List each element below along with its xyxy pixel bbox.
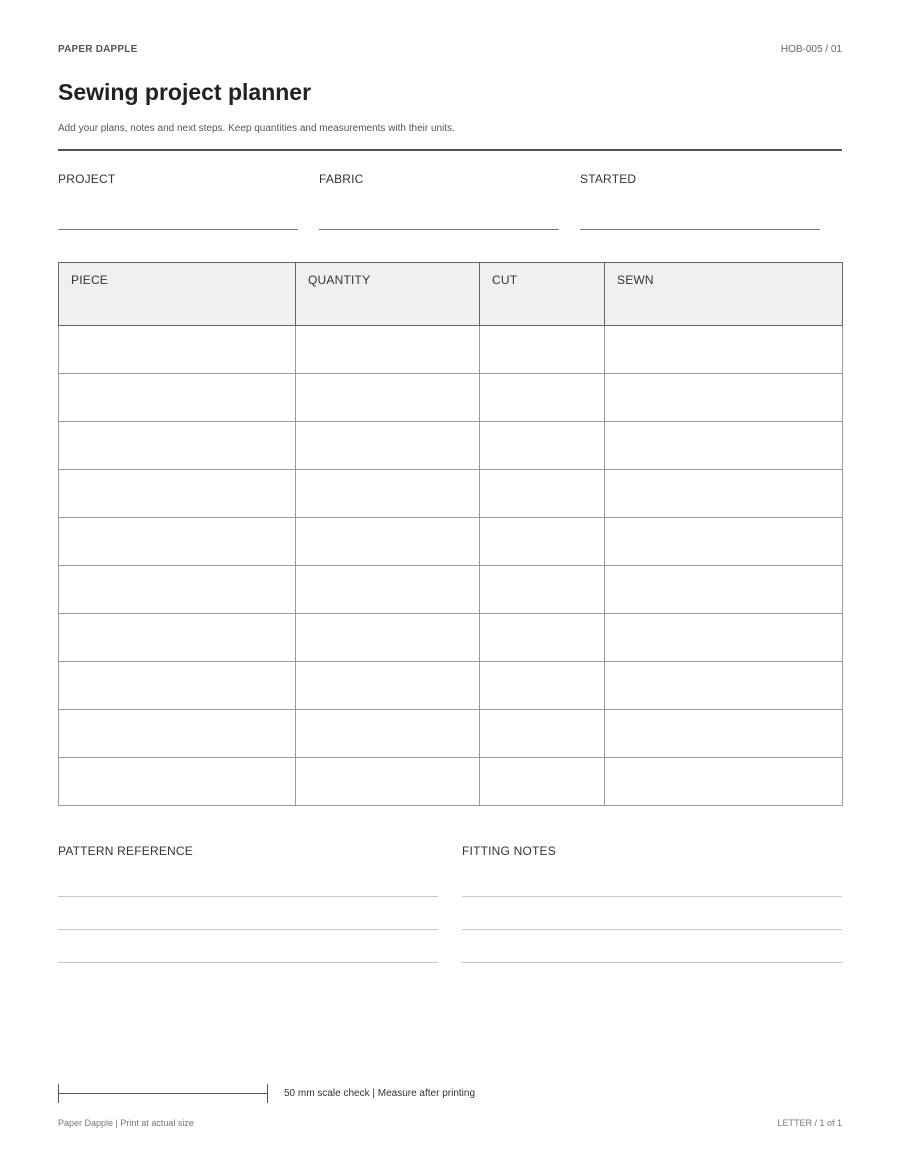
column-header-sewn: SEWN — [605, 263, 843, 326]
table-cell-sewn[interactable] — [605, 326, 843, 374]
table-header-row — [59, 263, 843, 326]
fabric-write-line[interactable] — [319, 229, 559, 230]
table-cell-cut[interactable] — [480, 518, 605, 566]
table-cell-cut[interactable] — [480, 422, 605, 470]
table-cell-cut[interactable] — [480, 326, 605, 374]
table-cell-piece[interactable] — [59, 758, 296, 806]
fitting-notes-section — [462, 844, 842, 858]
footer-right: LETTER / 1 of 1 — [777, 1118, 842, 1128]
table-row — [59, 566, 843, 614]
planner-page — [58, 0, 842, 1165]
table-cell-piece[interactable] — [59, 710, 296, 758]
table-row — [59, 614, 843, 662]
table-cell-sewn[interactable] — [605, 614, 843, 662]
pattern-reference-line[interactable] — [58, 962, 438, 963]
table-cell-sewn[interactable] — [605, 758, 843, 806]
table-cell-piece[interactable] — [59, 662, 296, 710]
table-cell-sewn[interactable] — [605, 710, 843, 758]
table-cell-quantity[interactable] — [296, 758, 480, 806]
fabric-field[interactable] — [319, 172, 559, 186]
project-write-line[interactable] — [58, 229, 298, 230]
pattern-reference-section — [58, 844, 438, 858]
fitting-notes-line[interactable] — [462, 929, 842, 930]
pattern-reference-line[interactable] — [58, 896, 438, 897]
scale-line — [58, 1093, 268, 1094]
header-divider — [58, 149, 842, 151]
table-cell-sewn[interactable] — [605, 422, 843, 470]
table-cell-sewn[interactable] — [605, 566, 843, 614]
pieces-table — [58, 262, 843, 806]
project-label: PROJECT — [58, 172, 116, 186]
fitting-notes-label: FITTING NOTES — [462, 844, 556, 858]
table-cell-quantity[interactable] — [296, 662, 480, 710]
fitting-notes-line[interactable] — [462, 896, 842, 897]
column-header-quantity: QUANTITY — [296, 263, 480, 326]
table-cell-sewn[interactable] — [605, 374, 843, 422]
table-cell-piece[interactable] — [59, 614, 296, 662]
column-header-piece: PIECE — [59, 263, 296, 326]
table-cell-sewn[interactable] — [605, 662, 843, 710]
table-cell-piece[interactable] — [59, 422, 296, 470]
table-cell-cut[interactable] — [480, 614, 605, 662]
fitting-notes-line[interactable] — [462, 962, 842, 963]
table-cell-piece[interactable] — [59, 326, 296, 374]
table-cell-quantity[interactable] — [296, 710, 480, 758]
table-cell-quantity[interactable] — [296, 422, 480, 470]
table-cell-cut[interactable] — [480, 566, 605, 614]
table-row — [59, 710, 843, 758]
scale-check-text: 50 mm scale check | Measure after printing — [284, 1088, 476, 1099]
started-write-line[interactable] — [580, 229, 820, 230]
table-cell-cut[interactable] — [480, 374, 605, 422]
table-cell-piece[interactable] — [59, 518, 296, 566]
table-cell-cut[interactable] — [480, 758, 605, 806]
table-row — [59, 422, 843, 470]
started-field[interactable] — [580, 172, 820, 186]
table-row — [59, 374, 843, 422]
table-row — [59, 758, 843, 806]
table-cell-sewn[interactable] — [605, 518, 843, 566]
page-title: Sewing project planner — [58, 79, 312, 105]
footer-left: Paper Dapple | Print at actual size — [58, 1118, 194, 1128]
pattern-reference-label: PATTERN REFERENCE — [58, 844, 193, 858]
scale-check-bar — [58, 1084, 268, 1103]
table-cell-quantity[interactable] — [296, 374, 480, 422]
table-row — [59, 662, 843, 710]
column-header-cut: CUT — [480, 263, 605, 326]
table-cell-piece[interactable] — [59, 374, 296, 422]
table-row — [59, 326, 843, 374]
table-row — [59, 518, 843, 566]
table-cell-sewn[interactable] — [605, 470, 843, 518]
document-id: HOB-005 / 01 — [780, 44, 842, 55]
table-cell-piece[interactable] — [59, 470, 296, 518]
table-cell-quantity[interactable] — [296, 470, 480, 518]
started-label: STARTED — [580, 172, 637, 186]
table-cell-cut[interactable] — [480, 710, 605, 758]
table-cell-quantity[interactable] — [296, 614, 480, 662]
page-subtitle: Add your plans, notes and next steps. Keep quantities and measurements with their units. — [58, 123, 455, 134]
table-row — [59, 470, 843, 518]
table-cell-quantity[interactable] — [296, 566, 480, 614]
pattern-reference-line[interactable] — [58, 929, 438, 930]
scale-tick-right — [267, 1084, 268, 1103]
table-cell-quantity[interactable] — [296, 326, 480, 374]
project-field[interactable] — [58, 172, 298, 186]
fabric-label: FABRIC — [319, 172, 364, 186]
brand-name: PAPER DAPPLE — [58, 44, 138, 55]
table-cell-cut[interactable] — [480, 662, 605, 710]
table-body — [59, 326, 843, 806]
table-cell-cut[interactable] — [480, 470, 605, 518]
table-cell-piece[interactable] — [59, 566, 296, 614]
table-cell-quantity[interactable] — [296, 518, 480, 566]
